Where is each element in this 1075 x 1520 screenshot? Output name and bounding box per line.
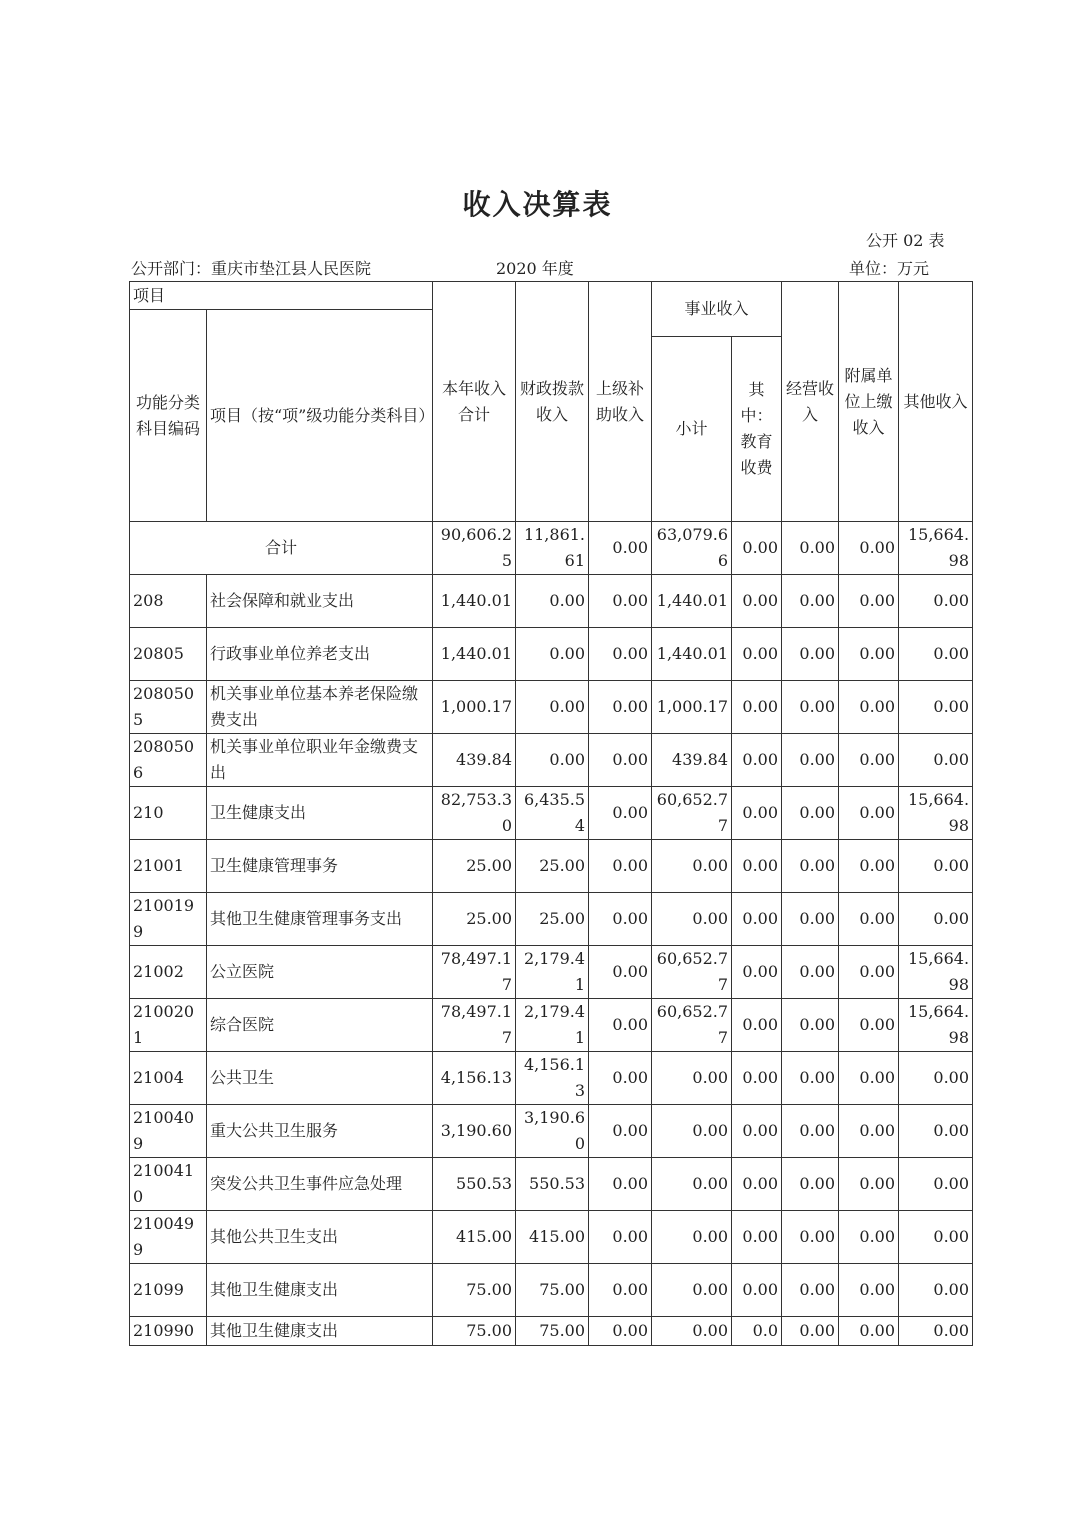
- cell-fiscal: 4,156.13: [516, 1052, 589, 1105]
- table-row: [130, 628, 973, 681]
- cell-name: 机关事业单位职业年金缴费支出: [207, 734, 433, 787]
- cell-operating: 0.00: [782, 1105, 839, 1158]
- unit-label: 单位：万元: [849, 259, 930, 278]
- total-row: [130, 522, 973, 575]
- cell-code: 2100201: [130, 999, 207, 1052]
- cell-subtotal: 0.00: [652, 840, 732, 893]
- cell-total: 1,440.01: [433, 575, 516, 628]
- cell-subtotal: 439.84: [652, 734, 732, 787]
- cell-subtotal: 0.00: [652, 1158, 732, 1211]
- cell-superior: 0.00: [589, 575, 652, 628]
- cell-other: 0.00: [899, 575, 973, 628]
- cell-other: 0.00: [899, 1211, 973, 1264]
- cell-affiliated: 0.00: [839, 1158, 899, 1211]
- cell-education: 0.00: [732, 575, 782, 628]
- cell-subtotal: 60,652.77: [652, 787, 732, 840]
- cell-operating: 0.00: [782, 575, 839, 628]
- table-row: [130, 734, 973, 787]
- cell-name: 公立医院: [207, 946, 433, 999]
- cell-fiscal: 25.00: [516, 840, 589, 893]
- cell-affiliated: 0.00: [839, 1317, 899, 1346]
- cell-code: 2100199: [130, 893, 207, 946]
- cell-name: 其他卫生健康支出: [207, 1264, 433, 1317]
- cell-operating: 0.00: [782, 1264, 839, 1317]
- cell-fiscal: 3,190.60: [516, 1105, 589, 1158]
- cell-total: 1,440.01: [433, 628, 516, 681]
- cell-code: 208: [130, 575, 207, 628]
- table-row: [130, 1105, 973, 1158]
- table-row: [130, 681, 973, 734]
- cell-fiscal: 11,861.61: [516, 522, 589, 575]
- header-superior: 上级补助收入: [589, 282, 652, 522]
- cell-operating: 0.00: [782, 893, 839, 946]
- cell-operating: 0.00: [782, 628, 839, 681]
- table-row: [130, 840, 973, 893]
- cell-name: 其他卫生健康支出: [207, 1317, 433, 1346]
- cell-total: 4,156.13: [433, 1052, 516, 1105]
- cell-affiliated: 0.00: [839, 522, 899, 575]
- cell-operating: 0.00: [782, 1052, 839, 1105]
- header-fiscal: 财政拨款收入: [516, 282, 589, 522]
- cell-total: 550.53: [433, 1158, 516, 1211]
- cell-subtotal: 0.00: [652, 1317, 732, 1346]
- cell-code: 2100499: [130, 1211, 207, 1264]
- cell-total: 3,190.60: [433, 1105, 516, 1158]
- cell-code: 20805: [130, 628, 207, 681]
- cell-education: 0.00: [732, 628, 782, 681]
- cell-other: 0.00: [899, 1317, 973, 1346]
- cell-total: 75.00: [433, 1317, 516, 1346]
- cell-total: 25.00: [433, 893, 516, 946]
- cell-fiscal: 6,435.54: [516, 787, 589, 840]
- cell-operating: 0.00: [782, 840, 839, 893]
- header-total: 本年收入合计: [433, 282, 516, 522]
- table-row: [130, 1211, 973, 1264]
- form-number: 公开 02 表: [866, 231, 945, 250]
- header-affiliated: 附属单位上缴收入: [839, 282, 899, 522]
- header-operating: 经营收入: [782, 282, 839, 522]
- cell-other: 15,664.98: [899, 946, 973, 999]
- cell-education: 0.00: [732, 734, 782, 787]
- header-education: 其中：教育收费: [732, 337, 782, 522]
- cell-name: 重大公共卫生服务: [207, 1105, 433, 1158]
- cell-name: 行政事业单位养老支出: [207, 628, 433, 681]
- cell-affiliated: 0.00: [839, 893, 899, 946]
- cell-total: 82,753.30: [433, 787, 516, 840]
- cell-education: 0.0: [732, 1317, 782, 1346]
- cell-name: 机关事业单位基本养老保险缴费支出: [207, 681, 433, 734]
- cell-fiscal: 0.00: [516, 628, 589, 681]
- cell-subtotal: 0.00: [652, 1052, 732, 1105]
- cell-superior: 0.00: [589, 1264, 652, 1317]
- cell-education: 0.00: [732, 840, 782, 893]
- income-table: [129, 281, 973, 1346]
- cell-other: 0.00: [899, 734, 973, 787]
- cell-code: 2100410: [130, 1158, 207, 1211]
- cell-other: 0.00: [899, 1105, 973, 1158]
- table-row: [130, 1158, 973, 1211]
- cell-education: 0.00: [732, 893, 782, 946]
- cell-code: 210990: [130, 1317, 207, 1346]
- header-row: [130, 282, 973, 310]
- cell-fiscal: 0.00: [516, 734, 589, 787]
- table-row: [130, 946, 973, 999]
- cell-superior: 0.00: [589, 999, 652, 1052]
- cell-education: 0.00: [732, 946, 782, 999]
- cell-superior: 0.00: [589, 893, 652, 946]
- cell-affiliated: 0.00: [839, 787, 899, 840]
- cell-fiscal: 550.53: [516, 1158, 589, 1211]
- cell-operating: 0.00: [782, 522, 839, 575]
- header-business-group: 事业收入: [652, 282, 782, 337]
- table-row: [130, 1317, 973, 1346]
- cell-fiscal: 75.00: [516, 1317, 589, 1346]
- cell-subtotal: 0.00: [652, 893, 732, 946]
- cell-affiliated: 0.00: [839, 1264, 899, 1317]
- cell-fiscal: 0.00: [516, 575, 589, 628]
- cell-education: 0.00: [732, 787, 782, 840]
- cell-superior: 0.00: [589, 1052, 652, 1105]
- fiscal-year: 2020 年度: [496, 259, 574, 278]
- cell-operating: 0.00: [782, 734, 839, 787]
- cell-superior: 0.00: [589, 840, 652, 893]
- cell-subtotal: 0.00: [652, 1211, 732, 1264]
- total-label: 合计: [130, 522, 433, 575]
- cell-affiliated: 0.00: [839, 575, 899, 628]
- cell-name: 其他卫生健康管理事务支出: [207, 893, 433, 946]
- table-row: [130, 575, 973, 628]
- cell-subtotal: 0.00: [652, 1264, 732, 1317]
- cell-subtotal: 63,079.66: [652, 522, 732, 575]
- cell-superior: 0.00: [589, 1158, 652, 1211]
- cell-total: 75.00: [433, 1264, 516, 1317]
- cell-superior: 0.00: [589, 522, 652, 575]
- cell-operating: 0.00: [782, 787, 839, 840]
- cell-superior: 0.00: [589, 1211, 652, 1264]
- cell-total: 1,000.17: [433, 681, 516, 734]
- cell-subtotal: 1,440.01: [652, 575, 732, 628]
- cell-other: 15,664.98: [899, 522, 973, 575]
- cell-affiliated: 0.00: [839, 1105, 899, 1158]
- cell-total: 78,497.17: [433, 946, 516, 999]
- cell-total: 25.00: [433, 840, 516, 893]
- cell-superior: 0.00: [589, 734, 652, 787]
- cell-fiscal: 2,179.41: [516, 946, 589, 999]
- table-row: [130, 893, 973, 946]
- cell-operating: 0.00: [782, 999, 839, 1052]
- header-code: 功能分类科目编码: [130, 310, 207, 522]
- cell-name: 突发公共卫生事件应急处理: [207, 1158, 433, 1211]
- cell-superior: 0.00: [589, 1317, 652, 1346]
- cell-education: 0.00: [732, 1211, 782, 1264]
- cell-subtotal: 0.00: [652, 1105, 732, 1158]
- cell-total: 78,497.17: [433, 999, 516, 1052]
- header-other: 其他收入: [899, 282, 973, 522]
- cell-affiliated: 0.00: [839, 946, 899, 999]
- header-item-group: 项目: [130, 282, 433, 310]
- cell-affiliated: 0.00: [839, 1211, 899, 1264]
- cell-code: 21099: [130, 1264, 207, 1317]
- cell-education: 0.00: [732, 1158, 782, 1211]
- cell-other: 0.00: [899, 628, 973, 681]
- cell-subtotal: 60,652.77: [652, 999, 732, 1052]
- cell-name: 社会保障和就业支出: [207, 575, 433, 628]
- cell-fiscal: 2,179.41: [516, 999, 589, 1052]
- cell-code: 21001: [130, 840, 207, 893]
- cell-education: 0.00: [732, 681, 782, 734]
- cell-fiscal: 25.00: [516, 893, 589, 946]
- cell-subtotal: 60,652.77: [652, 946, 732, 999]
- cell-affiliated: 0.00: [839, 734, 899, 787]
- cell-education: 0.00: [732, 1052, 782, 1105]
- cell-code: 2080506: [130, 734, 207, 787]
- department-label: 公开部门：重庆市垫江县人民医院: [131, 259, 372, 278]
- cell-affiliated: 0.00: [839, 628, 899, 681]
- cell-affiliated: 0.00: [839, 1052, 899, 1105]
- cell-affiliated: 0.00: [839, 681, 899, 734]
- cell-code: 210: [130, 787, 207, 840]
- header-subtotal: 小计: [652, 337, 732, 522]
- cell-operating: 0.00: [782, 946, 839, 999]
- cell-operating: 0.00: [782, 681, 839, 734]
- cell-total: 415.00: [433, 1211, 516, 1264]
- cell-affiliated: 0.00: [839, 840, 899, 893]
- cell-education: 0.00: [732, 999, 782, 1052]
- cell-education: 0.00: [732, 522, 782, 575]
- cell-other: 0.00: [899, 681, 973, 734]
- cell-code: 2080505: [130, 681, 207, 734]
- cell-other: 15,664.98: [899, 999, 973, 1052]
- cell-superior: 0.00: [589, 628, 652, 681]
- cell-name: 卫生健康支出: [207, 787, 433, 840]
- page-title: 收入决算表: [462, 188, 613, 221]
- table-row: [130, 999, 973, 1052]
- cell-name: 公共卫生: [207, 1052, 433, 1105]
- cell-other: 0.00: [899, 893, 973, 946]
- table-row: [130, 787, 973, 840]
- cell-operating: 0.00: [782, 1158, 839, 1211]
- cell-operating: 0.00: [782, 1317, 839, 1346]
- cell-code: 21004: [130, 1052, 207, 1105]
- cell-total: 90,606.25: [433, 522, 516, 575]
- cell-superior: 0.00: [589, 787, 652, 840]
- cell-subtotal: 1,000.17: [652, 681, 732, 734]
- cell-fiscal: 0.00: [516, 681, 589, 734]
- cell-superior: 0.00: [589, 946, 652, 999]
- cell-affiliated: 0.00: [839, 999, 899, 1052]
- cell-other: 0.00: [899, 1264, 973, 1317]
- cell-subtotal: 1,440.01: [652, 628, 732, 681]
- cell-name: 其他公共卫生支出: [207, 1211, 433, 1264]
- cell-superior: 0.00: [589, 1105, 652, 1158]
- cell-code: 21002: [130, 946, 207, 999]
- cell-other: 0.00: [899, 1158, 973, 1211]
- cell-code: 2100409: [130, 1105, 207, 1158]
- cell-education: 0.00: [732, 1105, 782, 1158]
- cell-other: 0.00: [899, 1052, 973, 1105]
- cell-superior: 0.00: [589, 681, 652, 734]
- cell-education: 0.00: [732, 1264, 782, 1317]
- cell-fiscal: 415.00: [516, 1211, 589, 1264]
- cell-name: 卫生健康管理事务: [207, 840, 433, 893]
- table-row: [130, 1052, 973, 1105]
- cell-other: 15,664.98: [899, 787, 973, 840]
- header-name: 项目（按“项”级功能分类科目）: [207, 310, 433, 522]
- cell-operating: 0.00: [782, 1211, 839, 1264]
- table-row: [130, 1264, 973, 1317]
- cell-fiscal: 75.00: [516, 1264, 589, 1317]
- cell-name: 综合医院: [207, 999, 433, 1052]
- cell-total: 439.84: [433, 734, 516, 787]
- cell-other: 0.00: [899, 840, 973, 893]
